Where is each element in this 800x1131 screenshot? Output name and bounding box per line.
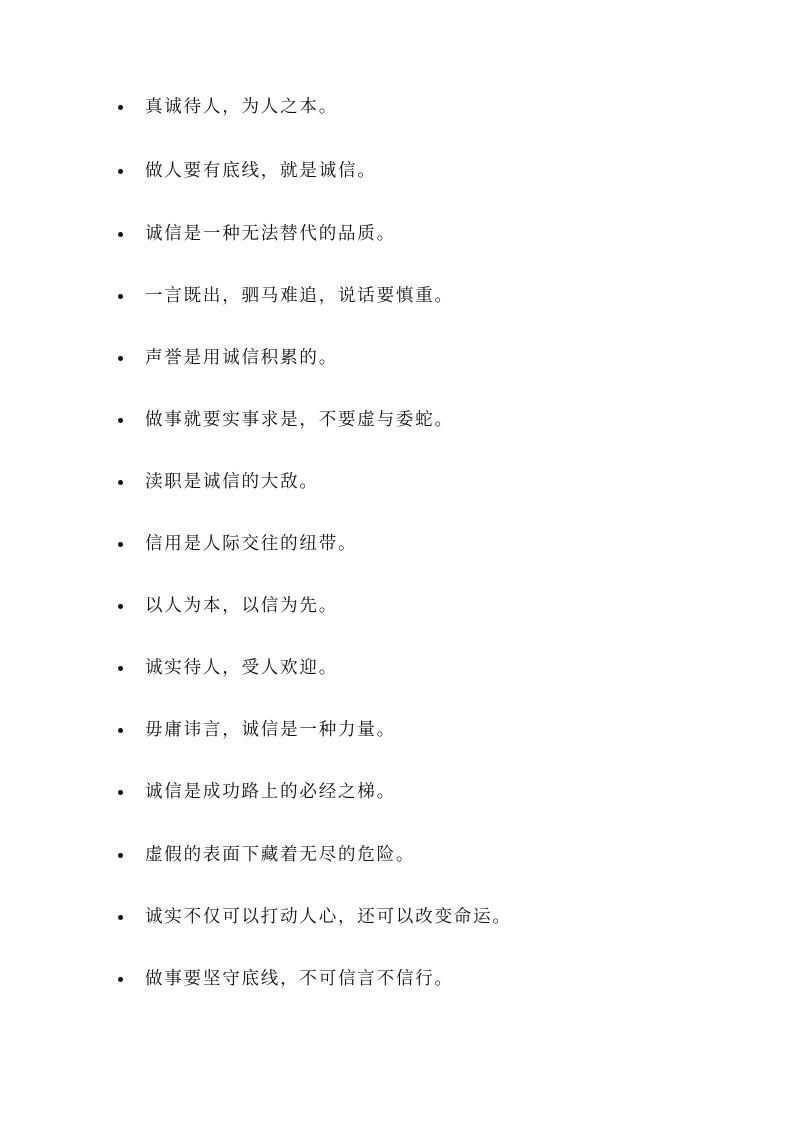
list-item (118, 218, 396, 250)
list-item-text: 做人要有底线，就是诚信。 (145, 161, 377, 181)
list-item (118, 91, 338, 123)
list-item (118, 839, 415, 871)
list-item (118, 466, 319, 498)
bullet-icon (118, 356, 123, 361)
list-item (118, 342, 338, 374)
list-item (118, 280, 454, 312)
bullet-icon (118, 977, 123, 982)
bullet-icon (118, 105, 123, 110)
bullet-icon (118, 232, 123, 237)
list-item (118, 404, 454, 436)
bullet-icon (118, 790, 123, 795)
bullet-icon (118, 480, 123, 485)
list-item (118, 155, 377, 187)
list-item (118, 776, 396, 808)
list-item-text: 真诚待人，为人之本。 (145, 97, 338, 117)
list-item (118, 590, 338, 622)
list-item-text: 诚实不仅可以打动人心，还可以改变命运。 (145, 907, 512, 927)
bullet-icon (118, 169, 123, 174)
list-item-text: 诚信是一种无法替代的品质。 (145, 224, 396, 244)
bullet-icon (118, 853, 123, 858)
bullet-icon (118, 604, 123, 609)
list-item (118, 714, 396, 746)
bullet-icon (118, 294, 123, 299)
list-item-text: 诚实待人，受人欢迎。 (145, 658, 338, 678)
list-item (118, 528, 357, 560)
list-item-text: 声誉是用诚信积累的。 (145, 348, 338, 368)
list-item-text: 做事要坚守底线，不可信言不信行。 (145, 969, 454, 989)
list-item-text: 信用是人际交往的纽带。 (145, 534, 358, 554)
list-item (118, 901, 512, 933)
list-item (118, 652, 338, 684)
list-item-text: 一言既出，驷马难追，说话要慎重。 (145, 286, 454, 306)
bullet-icon (118, 542, 123, 547)
list-item (118, 963, 454, 995)
list-item-text: 虚假的表面下藏着无尽的危险。 (145, 845, 416, 865)
bullet-icon (118, 915, 123, 920)
list-item-text: 以人为本，以信为先。 (145, 596, 338, 616)
list-item-text: 毋庸讳言，诚信是一种力量。 (145, 720, 396, 740)
list-item-text: 渎职是诚信的大敌。 (145, 472, 319, 492)
bullet-icon (118, 728, 123, 733)
bullet-icon (118, 666, 123, 671)
list-item-text: 做事就要实事求是，不要虚与委蛇。 (145, 410, 454, 430)
bullet-icon (118, 418, 123, 423)
list-item-text: 诚信是成功路上的必经之梯。 (145, 782, 396, 802)
